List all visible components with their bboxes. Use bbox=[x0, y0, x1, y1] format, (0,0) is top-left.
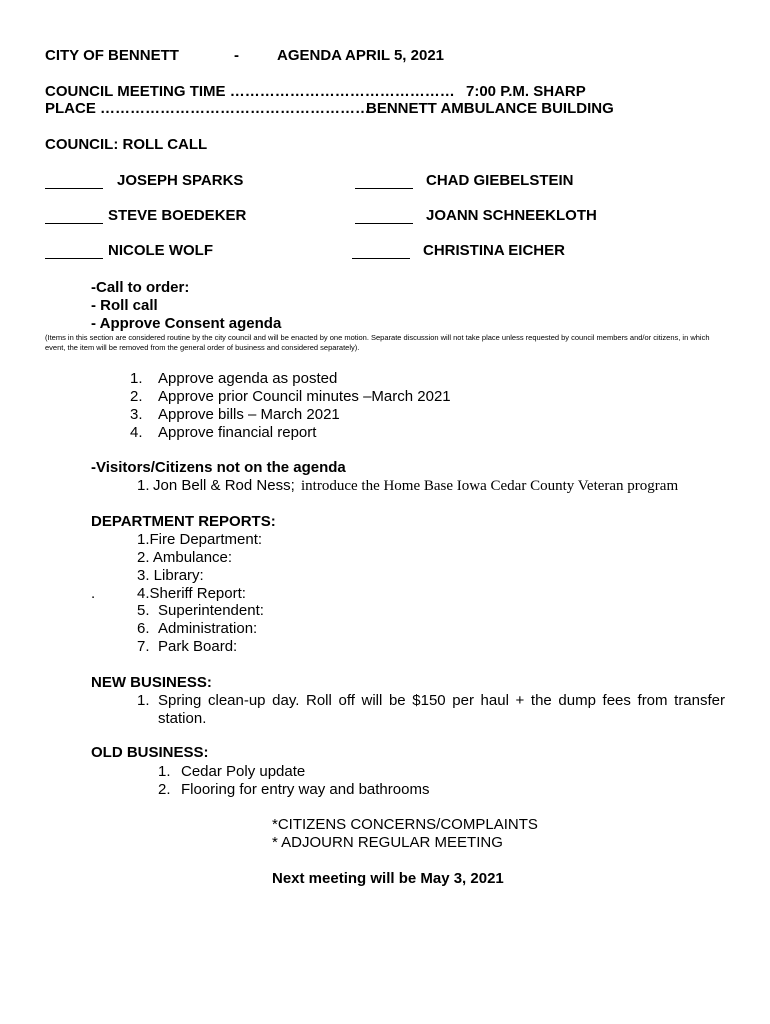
report-item: 3. Library: bbox=[137, 567, 204, 584]
adjourn-meeting: * ADJOURN REGULAR MEETING bbox=[272, 834, 503, 851]
roll-call-blank bbox=[45, 173, 103, 189]
report-item-num: 7. bbox=[137, 638, 150, 655]
report-item: Superintendent: bbox=[158, 602, 264, 619]
old-business-heading: OLD BUSINESS: bbox=[91, 744, 209, 761]
consent-item: Approve financial report bbox=[158, 424, 317, 441]
visitor-item-num: 1. bbox=[137, 477, 150, 494]
roll-call-blank bbox=[355, 208, 413, 224]
citizens-concerns: *CITIZENS CONCERNS/COMPLAINTS bbox=[272, 816, 538, 833]
council-member: JOANN SCHNEEKLOTH bbox=[426, 207, 597, 224]
report-item: Administration: bbox=[158, 620, 258, 637]
department-reports-heading: DEPARTMENT REPORTS: bbox=[91, 513, 276, 530]
consent-note: (Items in this section are considered routine by the city council and will be enacted by one motion. Separate discussion will not take place unless requested by council members and/or citizens, in which event, the item will be removed from the general order of business and considered separately). bbox=[45, 333, 710, 352]
call-to-order: -Call to order: bbox=[91, 279, 190, 296]
new-business-heading: NEW BUSINESS: bbox=[91, 674, 212, 691]
report-item: 4.Sheriff Report: bbox=[137, 585, 246, 602]
report-item: 2. Ambulance: bbox=[137, 549, 233, 566]
consent-item: Approve bills – March 2021 bbox=[158, 406, 340, 423]
city-name: CITY OF BENNETT bbox=[45, 47, 179, 64]
council-member: CHAD GIEBELSTEIN bbox=[426, 172, 574, 189]
visitor-names: Jon Bell & Rod Ness; bbox=[153, 477, 295, 494]
meeting-time-value: 7:00 P.M. SHARP bbox=[466, 83, 586, 100]
consent-item-num: 3. bbox=[130, 406, 143, 423]
new-business-item-cont: station. bbox=[158, 710, 207, 727]
roll-call-blank bbox=[355, 173, 413, 189]
roll-call-blank bbox=[45, 208, 103, 224]
roll-call-blank bbox=[45, 243, 103, 259]
consent-item-num: 1. bbox=[130, 370, 143, 387]
report-item: Park Board: bbox=[158, 638, 238, 655]
council-member: CHRISTINA EICHER bbox=[423, 242, 565, 259]
old-business-num: 1. bbox=[158, 763, 171, 780]
council-member: STEVE BOEDEKER bbox=[108, 207, 247, 224]
header-dash: - bbox=[234, 47, 239, 64]
old-business-item: Cedar Poly update bbox=[181, 763, 306, 780]
report-item-num: 5. bbox=[137, 602, 150, 619]
new-business-num: 1. bbox=[137, 692, 150, 709]
council-member: NICOLE WOLF bbox=[108, 242, 213, 259]
stray-mark: . bbox=[91, 585, 96, 602]
council-member: JOSEPH SPARKS bbox=[117, 172, 244, 189]
report-item-num: 6. bbox=[137, 620, 150, 637]
roll-call-item: - Roll call bbox=[91, 297, 158, 314]
visitor-description: introduce the Home Base Iowa Cedar County Veteran program bbox=[301, 478, 679, 494]
meeting-time-label: COUNCIL MEETING TIME ……………………………………… bbox=[45, 83, 455, 100]
consent-item-num: 4. bbox=[130, 424, 143, 441]
visitors-heading: -Visitors/Citizens not on the agenda bbox=[91, 459, 346, 476]
roll-call-blank bbox=[352, 243, 410, 259]
meeting-place-value: BENNETT AMBULANCE BUILDING bbox=[366, 100, 614, 117]
meeting-place-label: PLACE ……………………………………………… bbox=[45, 100, 371, 117]
old-business-num: 2. bbox=[158, 781, 171, 798]
consent-item: Approve prior Council minutes –March 2021 bbox=[158, 388, 451, 405]
report-item: 1.Fire Department: bbox=[137, 531, 263, 548]
consent-item: Approve agenda as posted bbox=[158, 370, 338, 387]
new-business-item: Spring clean-up day. Roll off will be $150 per haul + the dump fees from transfer bbox=[158, 692, 725, 709]
roll-call-heading: COUNCIL: ROLL CALL bbox=[45, 136, 208, 153]
old-business-item: Flooring for entry way and bathrooms bbox=[181, 781, 430, 798]
approve-consent-agenda: - Approve Consent agenda bbox=[91, 315, 282, 332]
agenda-date: AGENDA APRIL 5, 2021 bbox=[277, 47, 444, 64]
consent-item-num: 2. bbox=[130, 388, 143, 405]
next-meeting: Next meeting will be May 3, 2021 bbox=[272, 870, 504, 887]
